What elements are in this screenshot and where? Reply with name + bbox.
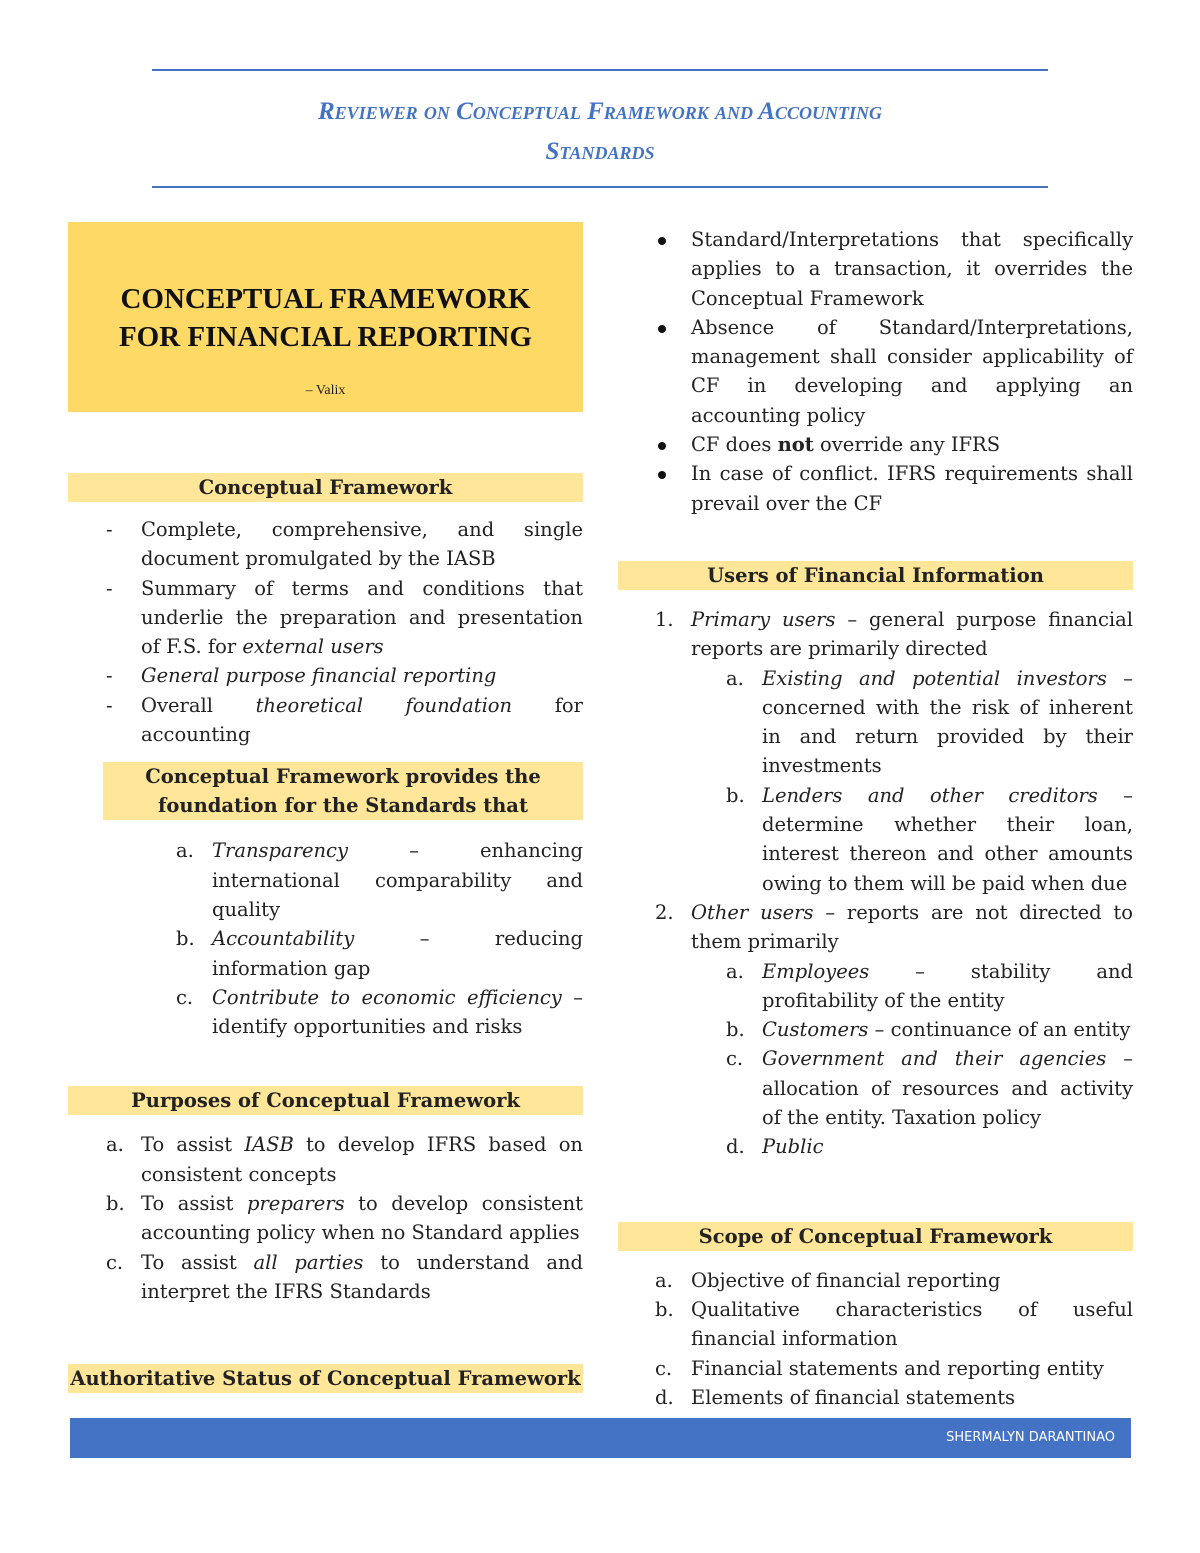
letter-marker: a. xyxy=(106,1133,124,1157)
list-item-term: Accountability xyxy=(212,927,355,951)
section-heading-users: Users of Financial Information xyxy=(618,561,1133,590)
title-banner xyxy=(68,222,583,412)
list-item-term: Primary users xyxy=(691,607,836,631)
section-heading-scope: Scope of Conceptual Framework xyxy=(618,1222,1133,1251)
letter-marker: c. xyxy=(726,1047,744,1071)
footer-author: SHERMALYN DARANTINAO xyxy=(946,1430,1115,1445)
scope-list xyxy=(618,1266,1133,1412)
list-item xyxy=(618,430,1133,459)
list-item xyxy=(68,574,583,662)
list-item-emphasis: all parties xyxy=(253,1250,364,1274)
letter-marker: a. xyxy=(176,839,194,863)
dash-marker: - xyxy=(106,518,113,541)
authoritative-list xyxy=(618,225,1133,518)
list-item-emphasis: external users xyxy=(242,635,384,659)
list-item-text: to develop IFRS based on consistent concepts xyxy=(141,1133,583,1186)
page-footer xyxy=(70,1418,1131,1458)
list-item-text: Absence of Standard/Interpretations, management shall consider applicability of CF in developing and applying an accounting policy xyxy=(691,315,1133,427)
list-item xyxy=(68,1130,583,1189)
title-line-1: Reviewer on Conceptual Framework and Accounting xyxy=(317,98,883,125)
list-item-text: Overall xyxy=(141,693,256,717)
list-item-text: for accounting xyxy=(141,693,583,747)
dash-marker: - xyxy=(106,693,113,717)
list-item xyxy=(618,313,1133,430)
list-item xyxy=(618,957,1133,1016)
list-item-text: – reducing information gap xyxy=(212,927,583,980)
list-item-term: Existing and potential investors xyxy=(762,666,1107,690)
list-item-term: Government and their agencies xyxy=(762,1047,1107,1071)
list-item-term: Lenders and other creditors xyxy=(762,783,1098,807)
list-item xyxy=(618,664,1133,781)
list-item-text: To assist xyxy=(141,1192,247,1216)
list-item xyxy=(68,1189,583,1248)
title-bottom-rule xyxy=(152,186,1048,188)
letter-marker: b. xyxy=(176,927,195,951)
list-item-text: To assist xyxy=(141,1250,254,1274)
letter-marker: b. xyxy=(106,1192,125,1216)
list-item-text: – continuance of an entity xyxy=(868,1018,1131,1042)
list-item-term: Other users xyxy=(691,900,814,924)
list-item-text: CF does xyxy=(691,433,778,457)
document-title xyxy=(152,92,1048,172)
list-item xyxy=(618,225,1133,313)
list-item-emphasis: preparers xyxy=(246,1192,345,1216)
list-item xyxy=(618,1044,1133,1132)
list-item-emphasis: theoretical foundation xyxy=(255,693,513,717)
number-marker: 1. xyxy=(655,607,674,631)
heading-line: Conceptual Framework provides the xyxy=(145,765,541,789)
list-item xyxy=(618,1383,1133,1412)
list-item xyxy=(68,515,583,574)
list-item-text: – enhancing international comparability and quality xyxy=(212,839,583,921)
bullet-icon xyxy=(658,471,666,479)
list-item-term: Customers xyxy=(762,1018,869,1042)
letter-marker: d. xyxy=(655,1385,674,1409)
number-marker: 2. xyxy=(655,900,674,924)
dash-marker: - xyxy=(106,664,113,688)
list-item-emphasis: IASB xyxy=(244,1133,294,1157)
list-item-text: Objective of financial reporting xyxy=(691,1268,1001,1292)
list-item-emphasis: General purpose financial reporting xyxy=(141,664,497,688)
list-item-text: In case of conflict. IFRS requirements shall prevail over the CF xyxy=(691,462,1133,515)
list-item-text: – allocation of resources and activity of the entity. Taxation policy xyxy=(762,1047,1133,1130)
title-line-2: Standards xyxy=(545,138,655,165)
section-heading-purposes: Purposes of Conceptual Framework xyxy=(68,1086,583,1115)
dash-marker: - xyxy=(106,576,113,600)
letter-marker: b. xyxy=(655,1297,674,1321)
list-item xyxy=(618,1266,1133,1295)
foundation-list xyxy=(68,836,583,1041)
purposes-list xyxy=(68,1130,583,1306)
banner-line-2: FOR FINANCIAL REPORTING xyxy=(118,321,533,353)
section-heading-conceptual-framework: Conceptual Framework xyxy=(68,473,583,502)
bullet-icon xyxy=(658,442,666,450)
list-item xyxy=(68,1248,583,1307)
list-item-text: – identify opportunities and risks xyxy=(212,985,584,1039)
list-item-text: – reports are not directed to them primarily xyxy=(691,900,1133,954)
list-item xyxy=(618,1295,1133,1354)
list-item-text: To assist xyxy=(141,1133,245,1157)
list-item xyxy=(618,898,1133,957)
section-heading-authoritative: Authoritative Status of Conceptual Framework xyxy=(68,1364,583,1393)
list-item-text: Complete, comprehensive, and single document promulgated by the IASB xyxy=(141,518,583,571)
list-item xyxy=(68,691,583,750)
letter-marker: b. xyxy=(726,783,745,807)
letter-marker: c. xyxy=(176,985,194,1009)
list-item xyxy=(618,1132,1133,1161)
list-item-term: Employees xyxy=(762,959,870,983)
list-item xyxy=(618,781,1133,898)
banner-line-1: CONCEPTUAL FRAMEWORK xyxy=(120,283,531,315)
list-item-term: Contribute to economic efficiency xyxy=(212,985,562,1009)
list-item xyxy=(618,459,1133,518)
bullet-icon xyxy=(658,237,666,245)
users-list xyxy=(618,605,1133,1162)
section-heading-foundation xyxy=(103,762,583,820)
list-item-text: Qualitative characteristics of useful financial information xyxy=(691,1297,1133,1351)
list-item xyxy=(618,1354,1133,1383)
list-item-text: – concerned with the risk of inherent in and return provided by their investments xyxy=(762,666,1133,778)
letter-marker: a. xyxy=(726,959,744,983)
list-item-bold: not xyxy=(777,433,814,457)
list-item-text: Standard/Interpretations that specifically applies to a transaction, it overrides the Conceptual Framework xyxy=(691,228,1133,310)
list-item-text: override any IFRS xyxy=(813,433,1001,457)
list-item-text: Financial statements and reporting entity xyxy=(691,1356,1104,1380)
list-item-text: Elements of financial statements xyxy=(691,1385,1016,1409)
list-item-term: Public xyxy=(762,1135,824,1159)
letter-marker: c. xyxy=(655,1356,673,1380)
list-item-text: – determine whether their loan, interest thereon and other amounts owing to them will be paid when due xyxy=(762,783,1133,895)
letter-marker: a. xyxy=(655,1268,673,1292)
banner-byline: – Valix xyxy=(305,383,346,398)
list-item xyxy=(68,836,583,924)
heading-line: foundation for the Standards that xyxy=(158,794,528,818)
letter-marker: c. xyxy=(106,1250,124,1274)
list-item-text: – general purpose financial reports are primarily directed xyxy=(691,607,1133,661)
letter-marker: d. xyxy=(726,1135,745,1159)
left-column xyxy=(68,222,583,1393)
list-item xyxy=(68,983,583,1042)
cf-list xyxy=(68,515,583,749)
list-item xyxy=(68,924,583,983)
list-item-term: Transparency xyxy=(212,839,348,863)
bullet-icon xyxy=(658,325,666,333)
letter-marker: a. xyxy=(726,666,744,690)
top-rule xyxy=(152,69,1048,71)
letter-marker: b. xyxy=(726,1018,745,1042)
list-item xyxy=(618,605,1133,664)
list-item xyxy=(618,1015,1133,1044)
list-item-text: – stability and profitability of the entity xyxy=(762,959,1133,1012)
list-item xyxy=(68,661,583,690)
list-item-text: Summary of terms and conditions that underlie the preparation and presentation of F.S. for xyxy=(141,576,583,659)
list-item-text: to develop consistent accounting policy when no Standard applies xyxy=(141,1192,583,1245)
right-column xyxy=(618,225,1133,1412)
list-item-text: to understand and interpret the IFRS Standards xyxy=(141,1250,583,1303)
